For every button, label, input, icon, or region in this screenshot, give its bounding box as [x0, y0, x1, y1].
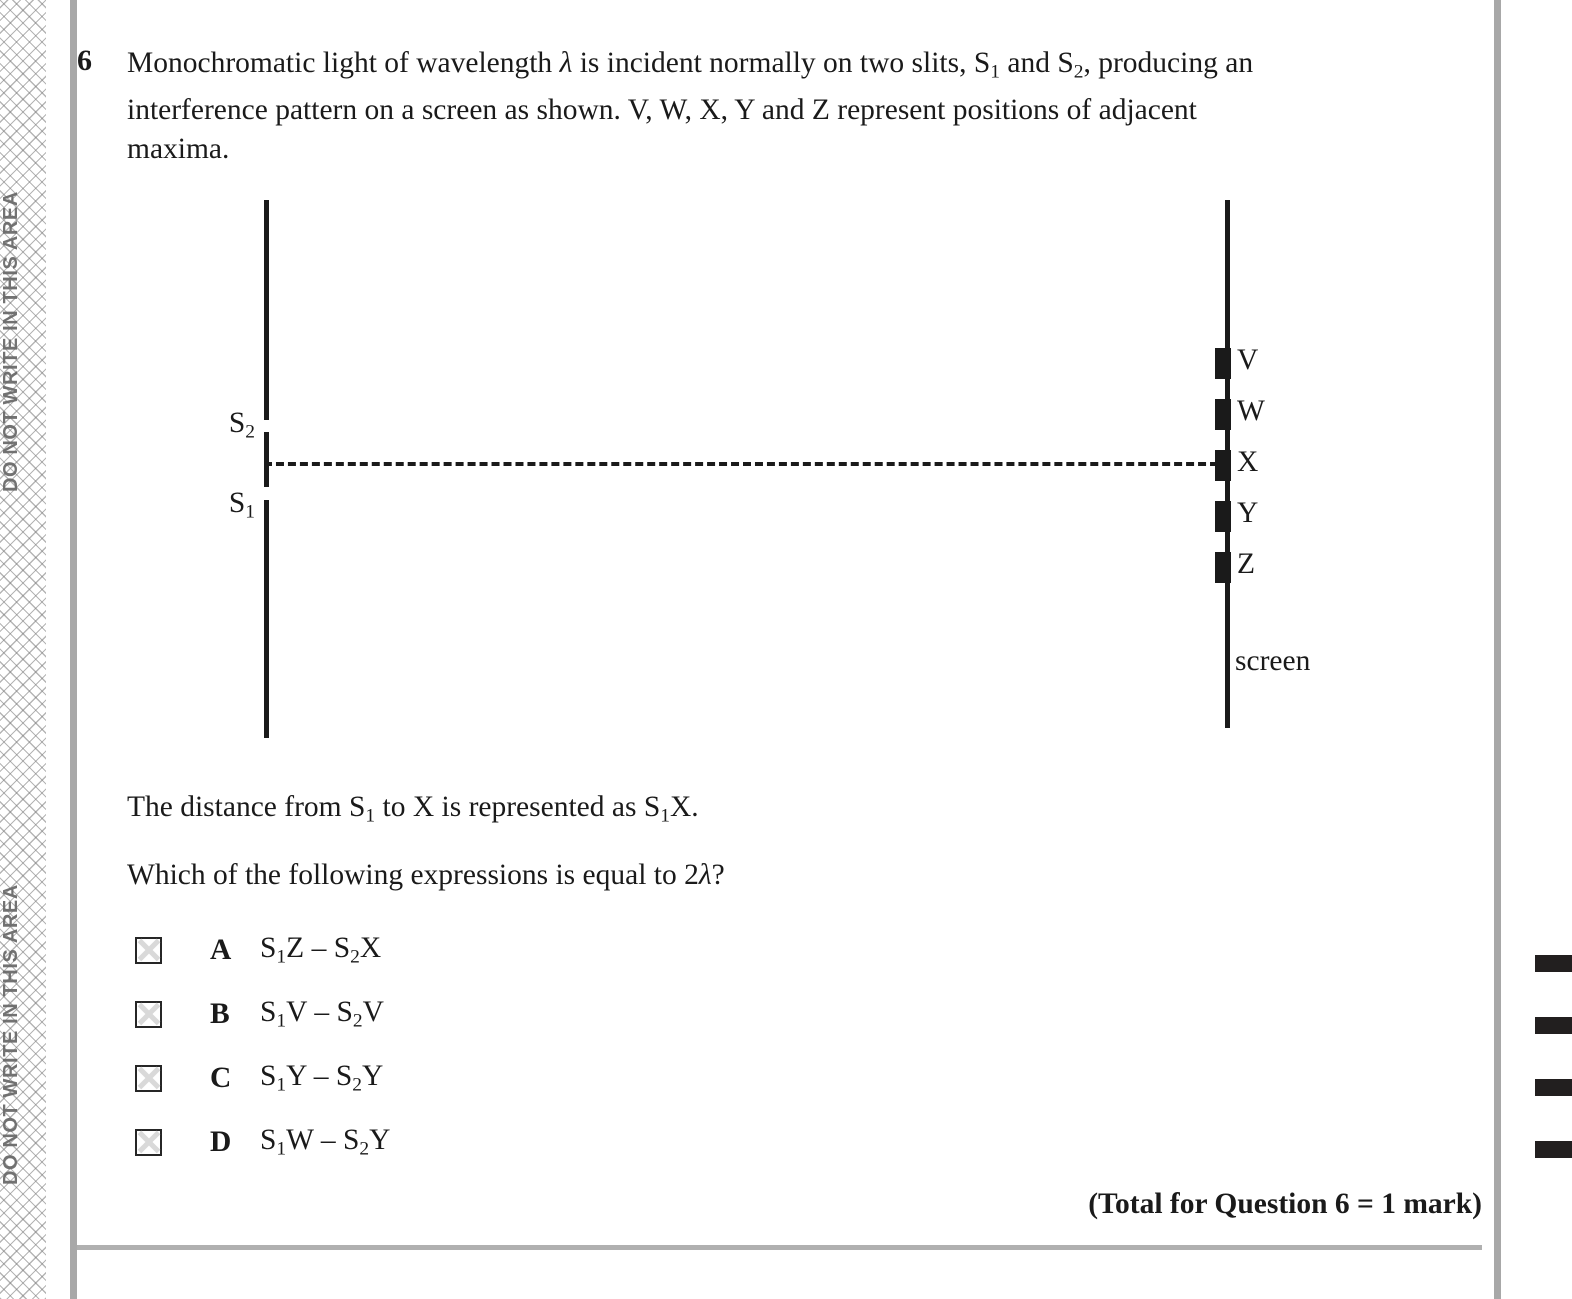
maxima-label-y: Y	[1237, 497, 1259, 529]
lambda-symbol: λ	[698, 859, 712, 891]
expr-c-term1-s: S	[260, 1059, 277, 1092]
expr-c-term2-sub: 2	[352, 1074, 363, 1096]
slit-label-s1-subscript: 1	[245, 501, 255, 523]
expr-d-term2-sub: 2	[359, 1138, 370, 1160]
prompt-text-b: ?	[711, 859, 725, 891]
option-expression-a	[260, 932, 381, 968]
maxima-marker-w	[1215, 399, 1231, 430]
expr-b-term2-s: S	[336, 995, 353, 1028]
distance-statement-b: to X is represented as S	[375, 791, 661, 823]
checkbox-option-a[interactable]	[135, 937, 162, 964]
page-border-right	[1494, 0, 1501, 1299]
expr-c-operator: –	[306, 1059, 336, 1092]
option-expression-b	[260, 996, 384, 1032]
question-content	[77, 0, 1494, 1299]
maxima-marker-y	[1215, 501, 1231, 532]
distance-statement-c: X.	[669, 791, 699, 823]
registration-bar	[1535, 1017, 1572, 1034]
expr-c-term2-point: Y	[362, 1059, 384, 1092]
screen-caption: screen	[1235, 645, 1311, 677]
expr-a-term1-point: Z	[286, 931, 305, 964]
expr-c-term2-s: S	[335, 1059, 353, 1092]
stem-line-2: producing an interference pattern on a screen as shown. V, W, X, Y and Z represent	[127, 47, 1254, 127]
maxima-label-x: X	[1237, 446, 1259, 478]
slit-label-s1	[195, 487, 255, 523]
expr-b-operator: –	[306, 995, 337, 1028]
checkbox-option-c[interactable]	[135, 1065, 162, 1092]
answer-option-b[interactable]	[135, 994, 384, 1034]
slit-label-s2-subscript: 2	[245, 421, 255, 443]
registration-bar	[1535, 1141, 1572, 1158]
expr-d-operator: –	[313, 1123, 343, 1156]
expr-a-term2-s: S	[333, 931, 351, 964]
do-not-write-warning-top: DO NOT WRITE IN THIS AREA	[0, 191, 22, 493]
do-not-write-warning-bottom: DO NOT WRITE IN THIS AREA	[0, 884, 22, 1186]
slit-label-s1-letter: S	[228, 487, 246, 519]
expr-b-term1-sub: 1	[276, 1010, 287, 1032]
option-letter-d: D	[210, 1125, 232, 1158]
expr-a-term2-point: X	[359, 931, 382, 964]
registration-bar	[1535, 955, 1572, 972]
question-number: 6	[77, 44, 92, 77]
distance-subscript-1: 1	[365, 805, 376, 827]
stem-text-b: is incident normally on two slits, S	[572, 47, 991, 79]
distance-subscript-2: 1	[660, 805, 670, 827]
slit-label-s2-letter: S	[228, 407, 246, 439]
slit-subscript-1: 1	[990, 61, 1000, 83]
total-marks-label: (Total for Question 6 = 1 mark)	[1088, 1188, 1482, 1220]
maxima-marker-x	[1215, 450, 1231, 481]
stem-text-c: and S	[1000, 47, 1074, 79]
checkbox-option-b[interactable]	[135, 1001, 162, 1028]
slit-barrier-middle-segment	[264, 432, 269, 487]
expr-a-operator: –	[304, 931, 334, 964]
maxima-label-z: Z	[1237, 548, 1256, 580]
expr-c-term1-sub: 1	[276, 1074, 287, 1096]
expr-a-term1-sub: 1	[276, 946, 287, 968]
option-expression-c	[260, 1060, 383, 1096]
maxima-label-v: V	[1237, 344, 1259, 376]
expr-d-term1-point: W	[286, 1123, 314, 1156]
maxima-marker-v	[1215, 348, 1231, 379]
stem-text-a: Monochromatic light of wavelength	[127, 47, 560, 79]
central-axis-dashed-line	[264, 462, 1230, 466]
checkbox-option-d[interactable]	[135, 1129, 162, 1156]
page-border-left	[70, 0, 77, 1299]
answer-option-c[interactable]	[135, 1058, 383, 1098]
double-slit-diagram	[77, 0, 1494, 780]
option-letter-a: A	[210, 933, 232, 966]
expr-b-term2-point: V	[362, 995, 384, 1028]
expr-a-term2-sub: 2	[350, 946, 360, 968]
maxima-label-w: W	[1237, 395, 1265, 427]
option-letter-c: C	[210, 1061, 232, 1094]
question-bottom-divider	[77, 1245, 1482, 1250]
expr-b-term1-s: S	[260, 995, 277, 1028]
answer-option-d[interactable]	[135, 1122, 390, 1162]
expr-b-term2-sub: 2	[352, 1010, 363, 1032]
distance-statement-a: The distance from S	[127, 791, 366, 823]
slit-label-s2	[195, 407, 255, 443]
slit-barrier-top-segment	[264, 200, 269, 420]
option-expression-d	[260, 1124, 390, 1160]
prompt-text-a: Which of the following expressions is equal to 2	[127, 859, 699, 891]
expr-d-term2-point: Y	[369, 1123, 391, 1156]
maxima-marker-z	[1215, 552, 1231, 583]
expr-d-term1-sub: 1	[276, 1138, 287, 1160]
registration-bar	[1535, 1079, 1572, 1096]
expr-d-term1-s: S	[260, 1123, 277, 1156]
stem-line-3: positions of adjacent maxima.	[127, 94, 1197, 166]
expr-a-term1-s: S	[260, 931, 277, 964]
slit-barrier-bottom-segment	[264, 500, 269, 738]
stem-text-d: ,	[1083, 47, 1091, 79]
distance-statement	[127, 788, 699, 835]
lambda-symbol: λ	[559, 47, 573, 79]
expr-b-term1-point: V	[286, 995, 307, 1028]
slit-subscript-2: 2	[1073, 61, 1084, 83]
expr-d-term2-s: S	[342, 1123, 360, 1156]
question-prompt	[127, 856, 725, 895]
expr-c-term1-point: Y	[286, 1059, 307, 1092]
answer-option-a[interactable]	[135, 930, 381, 970]
option-letter-b: B	[210, 997, 230, 1030]
